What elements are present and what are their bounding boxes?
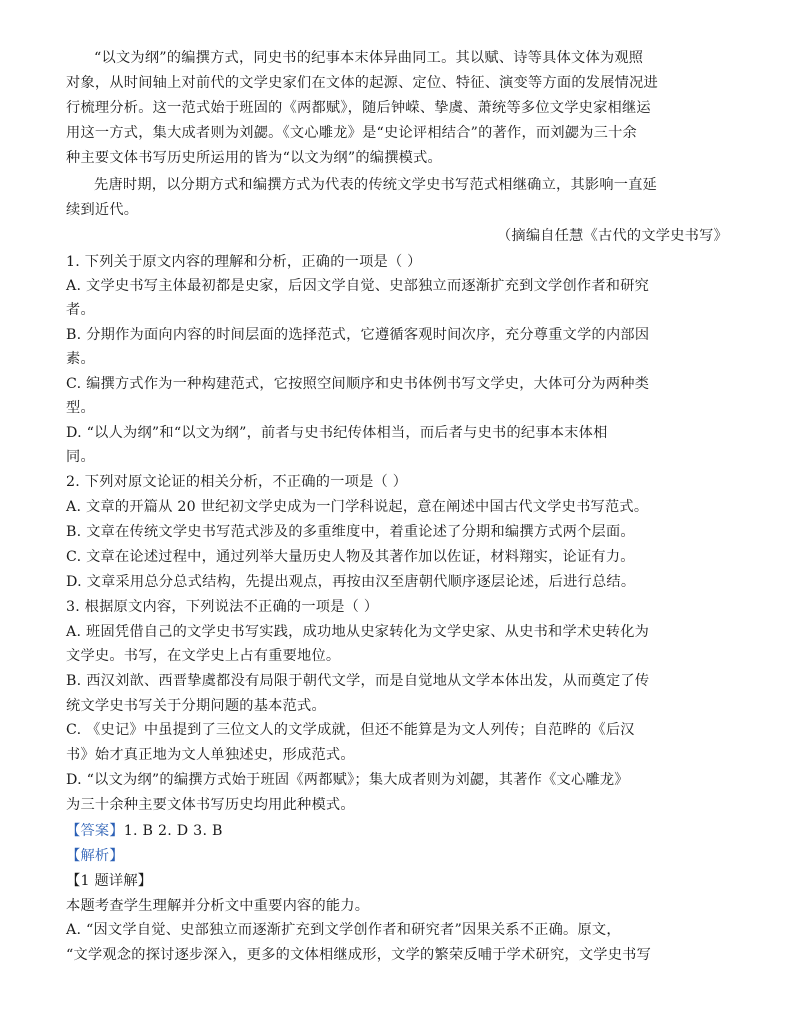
question-line: B. 文章在传统文学史书写范式涉及的多重维度中，着重论述了分期和编撰方式两个层面。 xyxy=(66,524,635,540)
question-line: 统文学史书写关于分期问题的基本范式。 xyxy=(66,698,326,714)
analysis-tag: 【解析】 xyxy=(66,848,124,864)
question-line: C. 文章在论述过程中，通过列举大量历史人物及其著作加以佐证，材料翔实，论证有力。 xyxy=(66,549,635,565)
analysis-line: A. “因文学自觉、史部独立而逐渐扩充到文学创作者和研究者”因果关系不正确。原文， xyxy=(66,922,621,938)
analysis-line xyxy=(66,845,730,867)
question-line: C. 《史记》中虽提到了三位文人的文学成就，但还不能算是为文人列传；自范晔的《后汉 xyxy=(66,722,635,738)
passage-line: 种主要文体书写历史所运用的皆为“以文为纲”的编撰模式。 xyxy=(66,150,442,166)
question-line: 2. 下列对原文论证的相关分析，不正确的一项是（ ） xyxy=(66,474,408,490)
question-line: 书》始才真正地为文人单独述史，形成范式。 xyxy=(66,747,355,763)
passage-line: 对象，从时间轴上对前代的文学史家们在文体的起源、定位、特征、演变等方面的发展情况进 xyxy=(66,75,658,91)
question-line: D. 文章采用总分总式结构，先提出观点，再按由汉至唐朝代顺序逐层论述，后进行总结。 xyxy=(66,574,636,590)
analysis-line: “文学观念的探讨逐步深入，更多的文体相继成形，文学的繁荣反哺于学术研究，文学史书写 xyxy=(66,947,652,963)
question-line: C. 编撰方式作为一种构建范式，它按照空间顺序和史书体例书写文学史，大体可分为两种类 xyxy=(66,376,650,392)
analysis-line: 本题考查学生理解并分析文中重要内容的能力。 xyxy=(66,898,370,914)
question-line: 为三十余种主要文体书写历史均用此种模式。 xyxy=(66,797,355,813)
question-line: 文学史。书写，在文学史上占有重要地位。 xyxy=(66,648,341,664)
question-line: A. 文章的开篇从 20 世纪初文学史成为一门学科说起，意在阐述中国古代文学史书写范式。 xyxy=(66,499,649,515)
source-citation: （摘编自任慧《古代的文学史书写》 xyxy=(496,228,728,244)
question-line: D. “以人为纲”和“以文为纲”，前者与史书纪传体相当，而后者与史书的纪事本末体相 xyxy=(66,425,608,441)
passage-line: 行梳理分析。这一范式始于班固的《两都赋》，随后钟嵘、挚虞、萧统等多位文学史家相继运 xyxy=(66,100,651,116)
question-line: B. 分期作为面向内容的时间层面的选择范式，它遵循客观时间次序，充分尊重文学的内部因 xyxy=(66,327,650,343)
question-line: 1. 下列关于原文内容的理解和分析，正确的一项是（ ） xyxy=(66,254,422,270)
analysis-line: 【1 题详解】 xyxy=(66,873,153,889)
answer-line xyxy=(66,820,730,842)
passage-line: 续到近代。 xyxy=(66,202,139,218)
question-line: A. 文学史书写主体最初都是史家，后因文学自觉、史部独立而逐渐扩充到文学创作者和研究 xyxy=(66,278,650,294)
question-line: 型。 xyxy=(66,400,95,416)
question-line: 者。 xyxy=(66,302,95,318)
answer-tag: 【答案】 xyxy=(66,823,124,839)
question-line: 素。 xyxy=(66,351,95,367)
question-line: 3. 根据原文内容，下列说法不正确的一项是（ ） xyxy=(66,599,379,615)
passage-line: 先唐时期，以分期方式和编撰方式为代表的传统文学史书写范式相继确立，其影响一直延 xyxy=(94,177,658,193)
passage-line: 用这一方式，集大成者则为刘勰。《文心雕龙》是“史论评相结合”的著作，而刘勰为三十余 xyxy=(66,125,637,141)
passage-line: “以文为纲”的编撰方式，同史书的纪事本末体异曲同工。其以赋、诗等具体文体为观照 xyxy=(94,50,644,66)
answer-text: 1. B 2. D 3. B xyxy=(123,823,223,839)
question-line: A. 班固凭借自己的文学史书写实践，成功地从史家转化为文学史家、从史书和学术史转化为 xyxy=(66,624,650,640)
question-line: D. “以文为纲”的编撰方式始于班固《两都赋》；集大成者则为刘勰，其著作《文心雕龙》 xyxy=(66,772,629,788)
question-line: 同。 xyxy=(66,449,95,465)
question-line: B. 西汉刘歆、西晋挚虞都没有局限于朝代文学，而是自觉地从文学本体出发，从而奠定了传 xyxy=(66,673,650,689)
